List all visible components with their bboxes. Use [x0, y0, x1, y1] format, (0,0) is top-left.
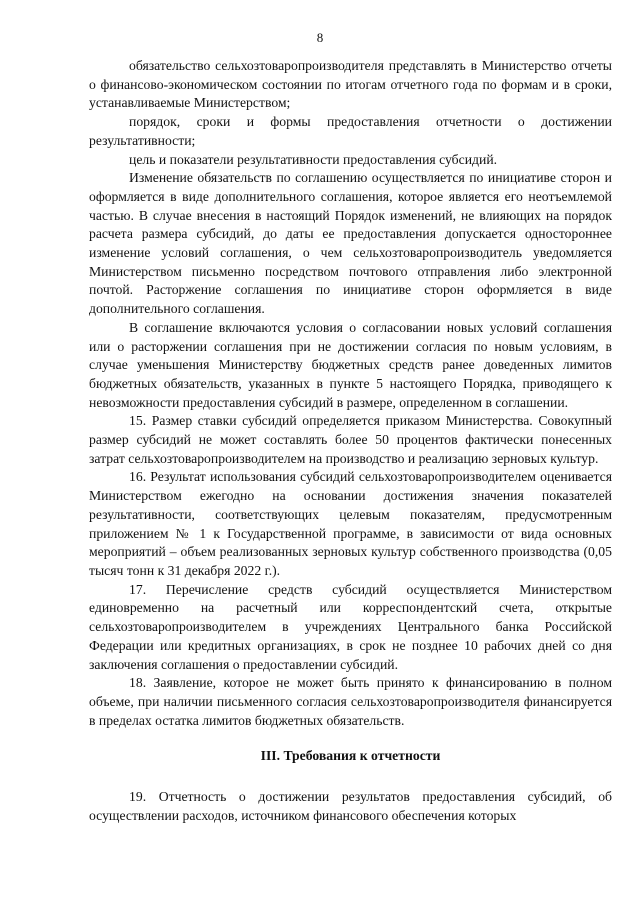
paragraph-item-15: 15. Размер ставки субсидий определяется приказом Министерства. Совокупный размер субсидий не может составлять более 50 процентов фактически понесенных затрат сельхозтоваропроизводителем на производство и реализацию зерновых культур. — [89, 413, 612, 466]
paragraph-item-16: 16. Результат использования субсидий сельхозтоваропроизводителем оценивается Министерством ежегодно на основании достижения значения показателей результативности, соответствующих целевым показателям, предусмотренным приложением № 1 к Государственной программе, в зависимости от вида основных мероприятий – объем реализованных зерновых культур собственного производства (0,05 тысяч тонн к 31 декабря 2022 г.). — [89, 469, 612, 578]
paragraph: обязательство сельхозтоваропроизводителя представлять в Министерство отчеты о финансово-экономическом состоянии по итогам отчетного года по формам и в сроки, устанавливаемые Министерством; — [89, 58, 612, 111]
document-body — [89, 57, 612, 825]
paragraph-item-17: 17. Перечисление средств субсидий осуществляется Министерством единовременно на расчетный или корреспондентский счета, открытые сельхозтоваропроизводителем в учреждениях Центрального банка Российской Федерации или кредитных организациях, в срок не позднее 10 рабочих дней со дня заключения соглашения о предоставлении субсидий. — [89, 581, 612, 672]
paragraph-item-18: 18. Заявление, которое не может быть принято к финансированию в полном объеме, при наличии письменного согласия сельхозтоваропроизводителя финансируется в пределах остатка лимитов бюджетных обязательств. — [89, 675, 612, 728]
paragraph-item-19: 19. Отчетность о достижении результатов предоставления субсидий, об осуществлении расходов, источником финансового обеспечения которых — [89, 789, 612, 823]
paragraph: цель и показатели результативности предоставления субсидий. — [129, 151, 498, 167]
paragraph: Изменение обязательств по соглашению осуществляется по инициативе сторон и оформляется в виде дополнительного соглашения, которое является его неотъемлемой частью. В случае внесения в настоящий Порядок изменений, не влияющих на порядок расчета размера субсидий, до даты ее предоставления допускается одностороннее изменение условий соглашения, о чем сельхозтоваропроизводитель уведомляется Министерством письменно посредством почтового отправления либо электронной почтой. Расторжение соглашения по инициативе сторон оформляется в виде дополнительного соглашения. — [89, 170, 612, 317]
paragraph: В соглашение включаются условия о согласовании новых условий соглашения или о расторжении соглашения при не достижении согласия по новым условиям, в случае уменьшения Министерству бюджетных средств ранее доведенных лимитов бюджетных обязательств, указанных в пункте 5 настоящего Порядка, приводящего к невозможности предоставления субсидий в размере, определенном в соглашении. — [89, 319, 612, 410]
page-number: 8 — [316, 30, 324, 45]
section-heading: III. Требования к отчетности — [260, 748, 441, 764]
paragraph: порядок, сроки и формы предоставления отчетности о достижении результативности; — [89, 114, 612, 148]
